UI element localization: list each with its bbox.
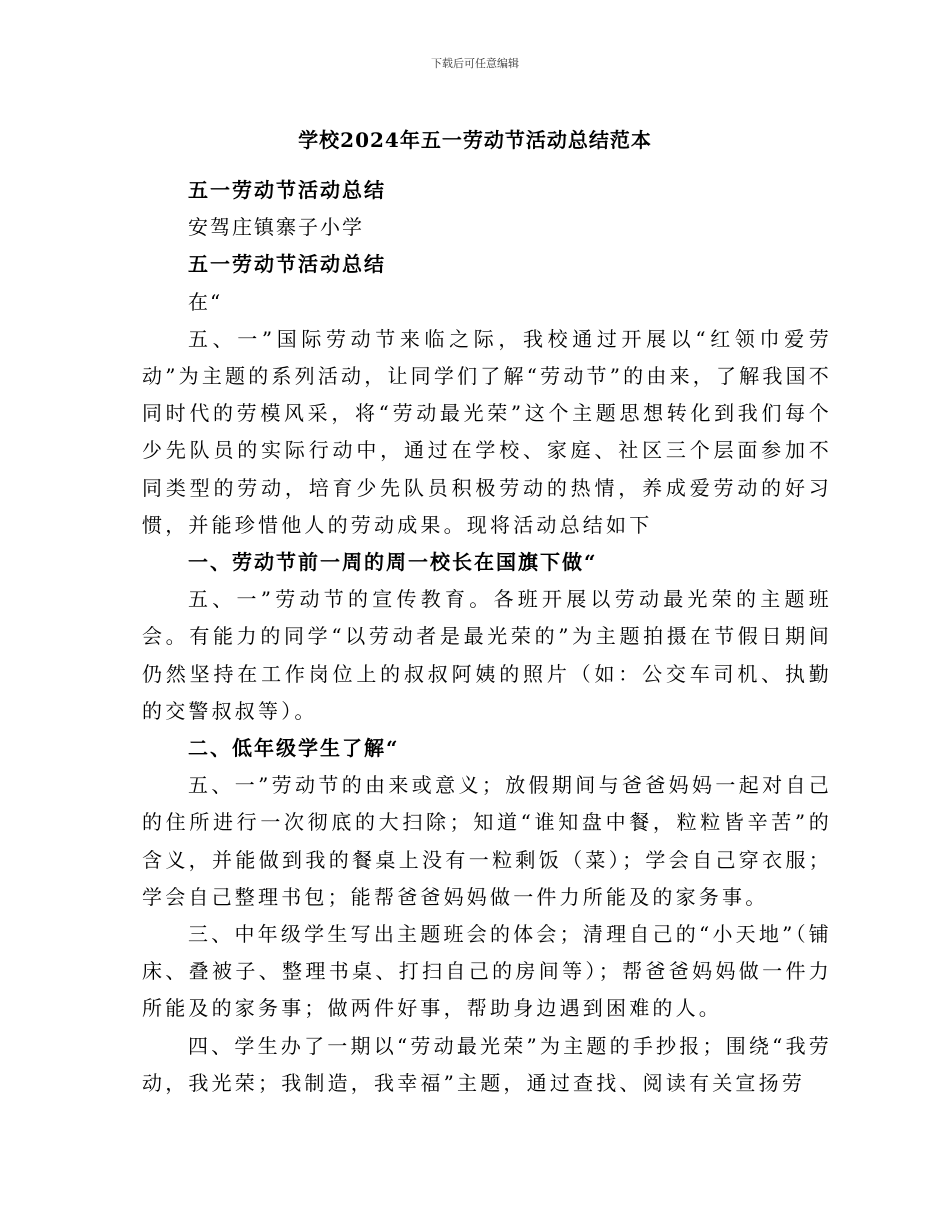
section-heading: 一、劳动节前一周的周一校长在国旗下做“	[188, 550, 598, 575]
paragraph: 三、中年级学生写出主题班会的体会；清理自己的“小天地”（铺床、叠被子、整理书桌、打扫自己的房间等）；帮爸爸妈妈做一件力所能及的家务事；做两件好事，帮助身边遇到困难的人。	[142, 922, 832, 1021]
paragraph: 五、一”劳动节的宣传教育。各班开展以劳动最光荣的主题班会。有能力的同学“以劳动者是最光荣的”为主题拍摄在节假日期间仍然坚持在工作岗位上的叔叔阿姨的照片（如：公交车司机、执勤的交警叔叔等）。	[142, 587, 832, 723]
paragraph: 五、一”国际劳动节来临之际，我校通过开展以“红领巾爱劳动”为主题的系列活动，让同学们了解“劳动节”的由来，了解我国不同时代的劳模风采，将“劳动最光荣”这个主题思想转化到我们每个少先队员的实际行动中，通过在学校、家庭、社区三个层面参加不同类型的劳动，培育少先队员积极劳动的热情，养成爱劳动的好习惯，并能珍惜他人的劳动成果。现将活动总结如下	[142, 326, 832, 537]
section-heading: 二、低年级学生了解“	[188, 736, 400, 761]
paragraph: 在“	[188, 289, 223, 314]
header-note: 下载后可任意编辑	[431, 57, 519, 70]
paragraph: 四、学生办了一期以“劳动最光荣”为主题的手抄报；围绕“我劳动，我光荣；我制造，我幸福”主题，通过查找、阅读有关宣扬劳	[142, 1033, 832, 1095]
school-name: 安驾庄镇寨子小学	[188, 215, 364, 240]
document-body	[142, 172, 832, 1102]
page-title: 学校2024年五一劳动节活动总结范本	[298, 128, 652, 152]
section-heading: 五一劳动节活动总结	[188, 252, 386, 277]
section-heading: 五一劳动节活动总结	[188, 178, 386, 202]
paragraph: 五、一”劳动节的由来或意义；放假期间与爸爸妈妈一起对自己的住所进行一次彻底的大扫除；知道“谁知盘中餐，粒粒皆辛苦”的含义，并能做到我的餐桌上没有一粒剩饭（菜）；学会自己穿衣服；学会自己整理书包；能帮爸爸妈妈做一件力所能及的家务事。	[142, 773, 832, 909]
